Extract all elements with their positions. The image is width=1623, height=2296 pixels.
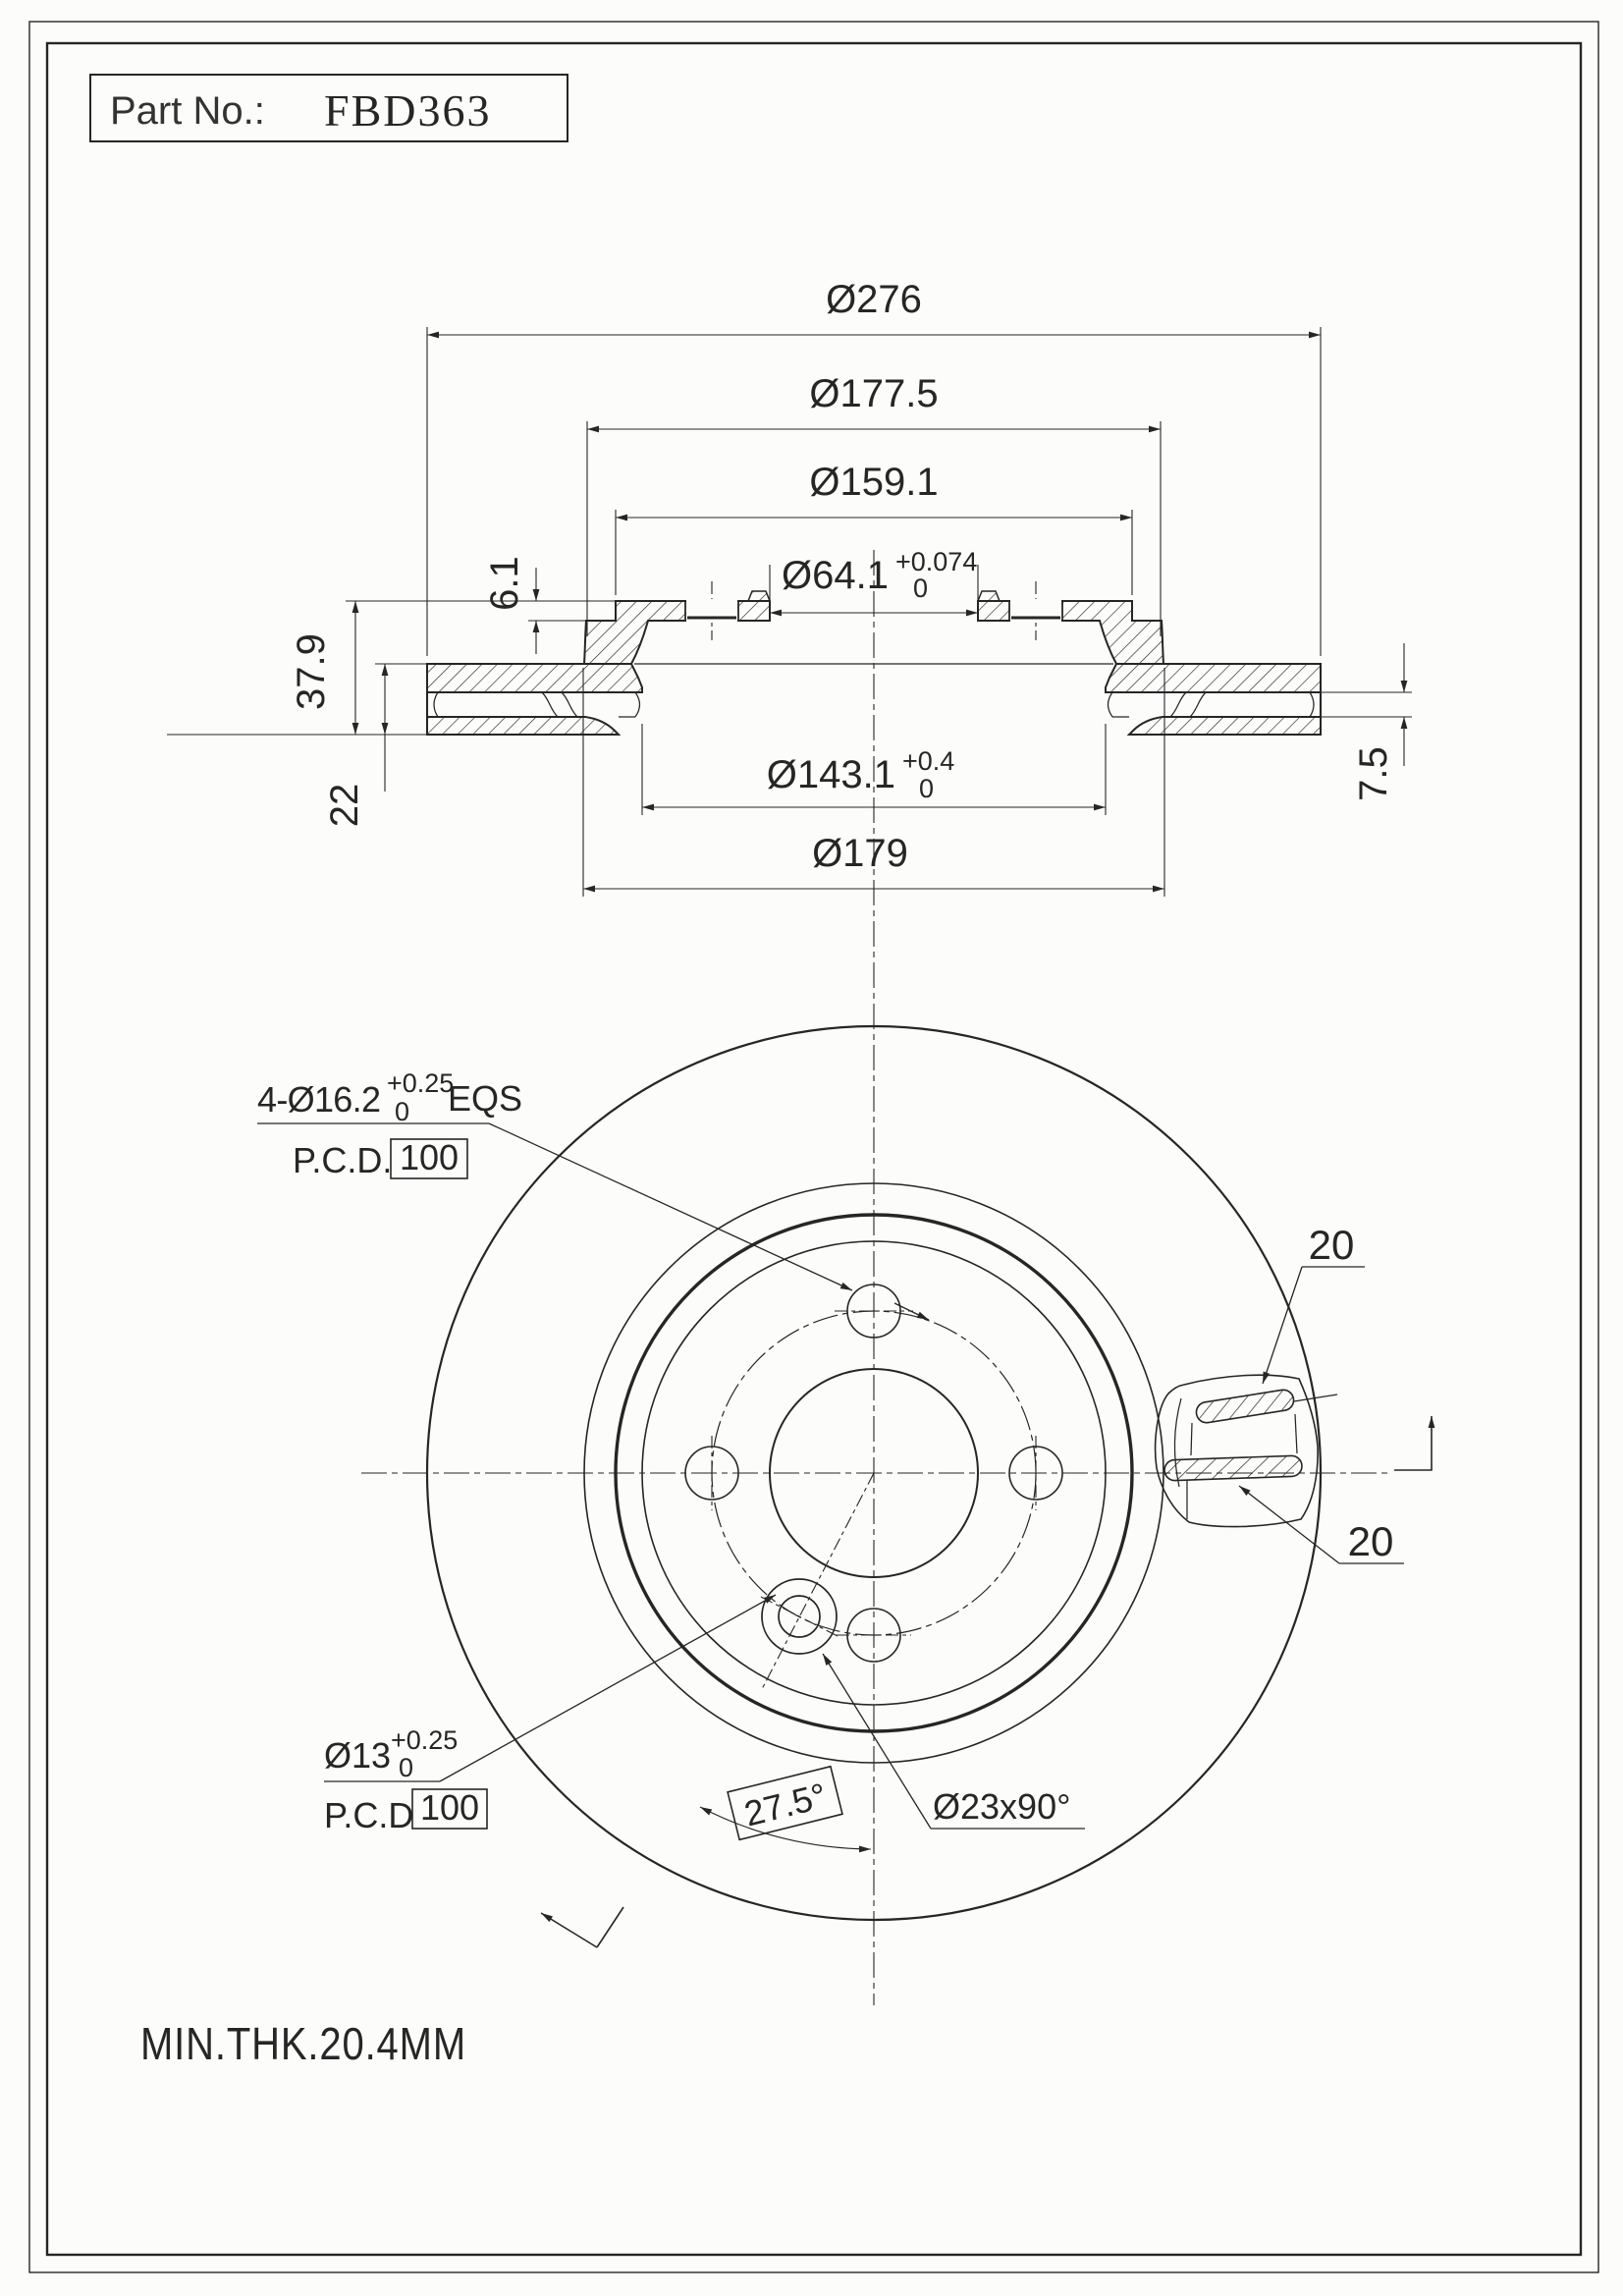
pcd-bottom-label: P.C.D: [324, 1795, 414, 1835]
part-no-label: Part No.:: [110, 89, 265, 133]
pin-toldn: 0: [399, 1753, 414, 1782]
pin-tolup: +0.25: [391, 1725, 459, 1755]
bolt-hole-callout: [257, 1068, 929, 1320]
dim-dia64-toldn: 0: [913, 574, 929, 603]
countersink-callout: [823, 1654, 1085, 1829]
dim-dia159-1: Ø159.1: [809, 461, 939, 504]
dim-dia64-tolup: +0.074: [895, 547, 978, 576]
bolt-eqs: EQS: [448, 1078, 523, 1119]
part-no-value: FBD363: [324, 85, 492, 136]
datum-mark: [541, 1907, 623, 1947]
dim-37-9: 37.9: [290, 633, 333, 710]
pin-hole-centerline: [761, 1473, 874, 1691]
dim-dia143-tolup: +0.4: [902, 746, 955, 776]
dim-dia143-toldn: 0: [919, 774, 935, 803]
dim-dia179: Ø179: [812, 832, 908, 875]
countersink-label: Ø23x90°: [933, 1786, 1071, 1827]
dim-dia64-main: Ø64.1: [782, 554, 889, 597]
dim-7-5: 7.5: [1352, 746, 1395, 801]
pcd-bottom-value: 100: [419, 1787, 480, 1828]
view-direction-arrow: [1394, 1416, 1432, 1470]
vane-callout-top: [1263, 1222, 1365, 1384]
dim-dia177-5: Ø177.5: [809, 372, 939, 415]
bolt-tolup: +0.25: [387, 1068, 455, 1098]
bolt-label: 4-Ø16.2: [257, 1079, 381, 1120]
bolt-toldn: 0: [395, 1097, 410, 1126]
angle-value: 27.5°: [739, 1775, 831, 1834]
front-view: [257, 1026, 1432, 1947]
min-thickness-note: MIN.THK.20.4MM: [140, 2018, 466, 2069]
pcd-top-value: 100: [399, 1137, 460, 1177]
title-block: [90, 75, 568, 141]
vane-bottom-value: 20: [1347, 1518, 1394, 1564]
sheet-border: [29, 22, 1598, 2272]
angle-dimension: [700, 1767, 871, 1849]
section-dimensions: [167, 278, 1412, 897]
dim-dia143-main: Ø143.1: [766, 753, 895, 796]
vane-top-value: 20: [1308, 1222, 1355, 1268]
pin-hole-callout: [324, 1595, 776, 1835]
pin-label: Ø13: [324, 1735, 392, 1776]
dim-dia276: Ø276: [826, 278, 922, 321]
dim-22: 22: [323, 783, 366, 828]
pcd-top-label: P.C.D.: [293, 1140, 393, 1180]
vent-slot-detail: [1156, 1375, 1337, 1526]
dim-6-1: 6.1: [483, 556, 526, 611]
